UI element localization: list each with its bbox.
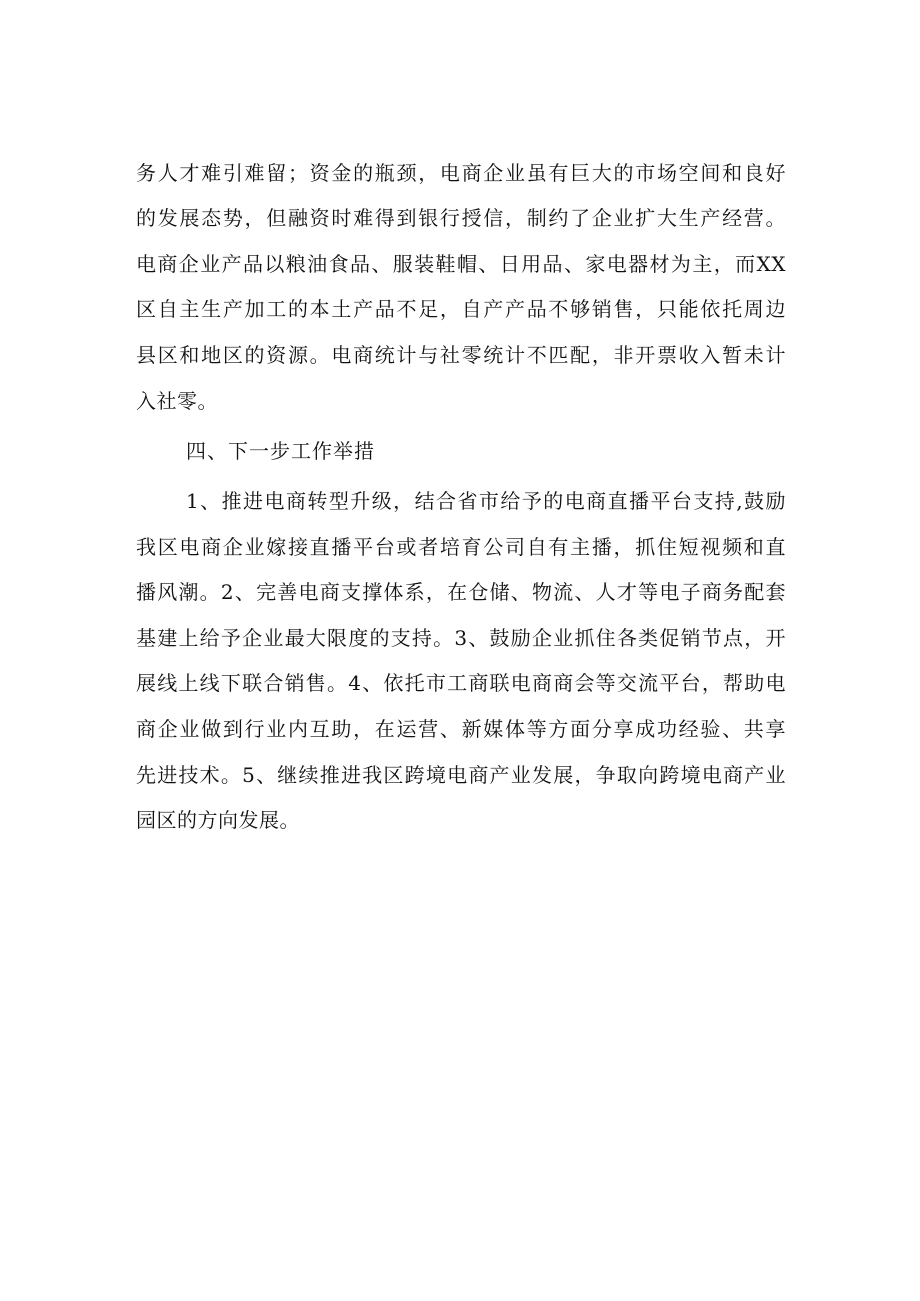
paragraph-2-line-1: 1、推进电商转型升级，结合省市给予的电商直播平台支持,鼓励 (186, 489, 786, 513)
paragraph-2-line-6: 商企业做到行业内互助，在运营、新媒体等方面分享成功经验、共享 (136, 717, 786, 741)
paragraph-2-line-3: 播风潮。2、完善电商支撑体系，在仓储、物流、人才等电子商务配套 (136, 580, 786, 604)
paragraph-2-line-4: 基建上给予企业最大限度的支持。3、鼓励企业抓住各类促销节点，开 (136, 626, 786, 650)
paragraph-2-line-8: 园区的方向发展。 (136, 808, 300, 832)
paragraph-1-line-4: 区自主生产加工的本土产品不足，自产产品不够销售，只能依托周边 (136, 297, 786, 321)
paragraph-1-line-3: 电商企业产品以粮油食品、服装鞋帽、日用品、家电器材为主，而XX (136, 252, 786, 276)
paragraph-1-line-5: 县区和地区的资源。电商统计与社零统计不匹配，非开票收入暂未计 (136, 343, 786, 367)
paragraph-2-line-5: 展线上线下联合销售。4、依托市工商联电商商会等交流平台，帮助电 (136, 671, 786, 695)
paragraph-2-line-2: 我区电商企业嫁接直播平台或者培育公司自有主播，抓住短视频和直 (136, 535, 786, 559)
paragraph-2-line-7: 先进技术。5、继续推进我区跨境电商产业发展，争取向跨境电商产业 (136, 763, 786, 787)
paragraph-1-line-1: 务人才难引难留；资金的瓶颈，电商企业虽有巨大的市场空间和良好 (136, 161, 786, 185)
section-heading: 四、下一步工作举措 (186, 439, 375, 463)
paragraph-1-line-2: 的发展态势，但融资时难得到银行授信，制约了企业扩大生产经营。 (136, 206, 786, 230)
paragraph-1-line-6: 入社零。 (136, 389, 218, 413)
